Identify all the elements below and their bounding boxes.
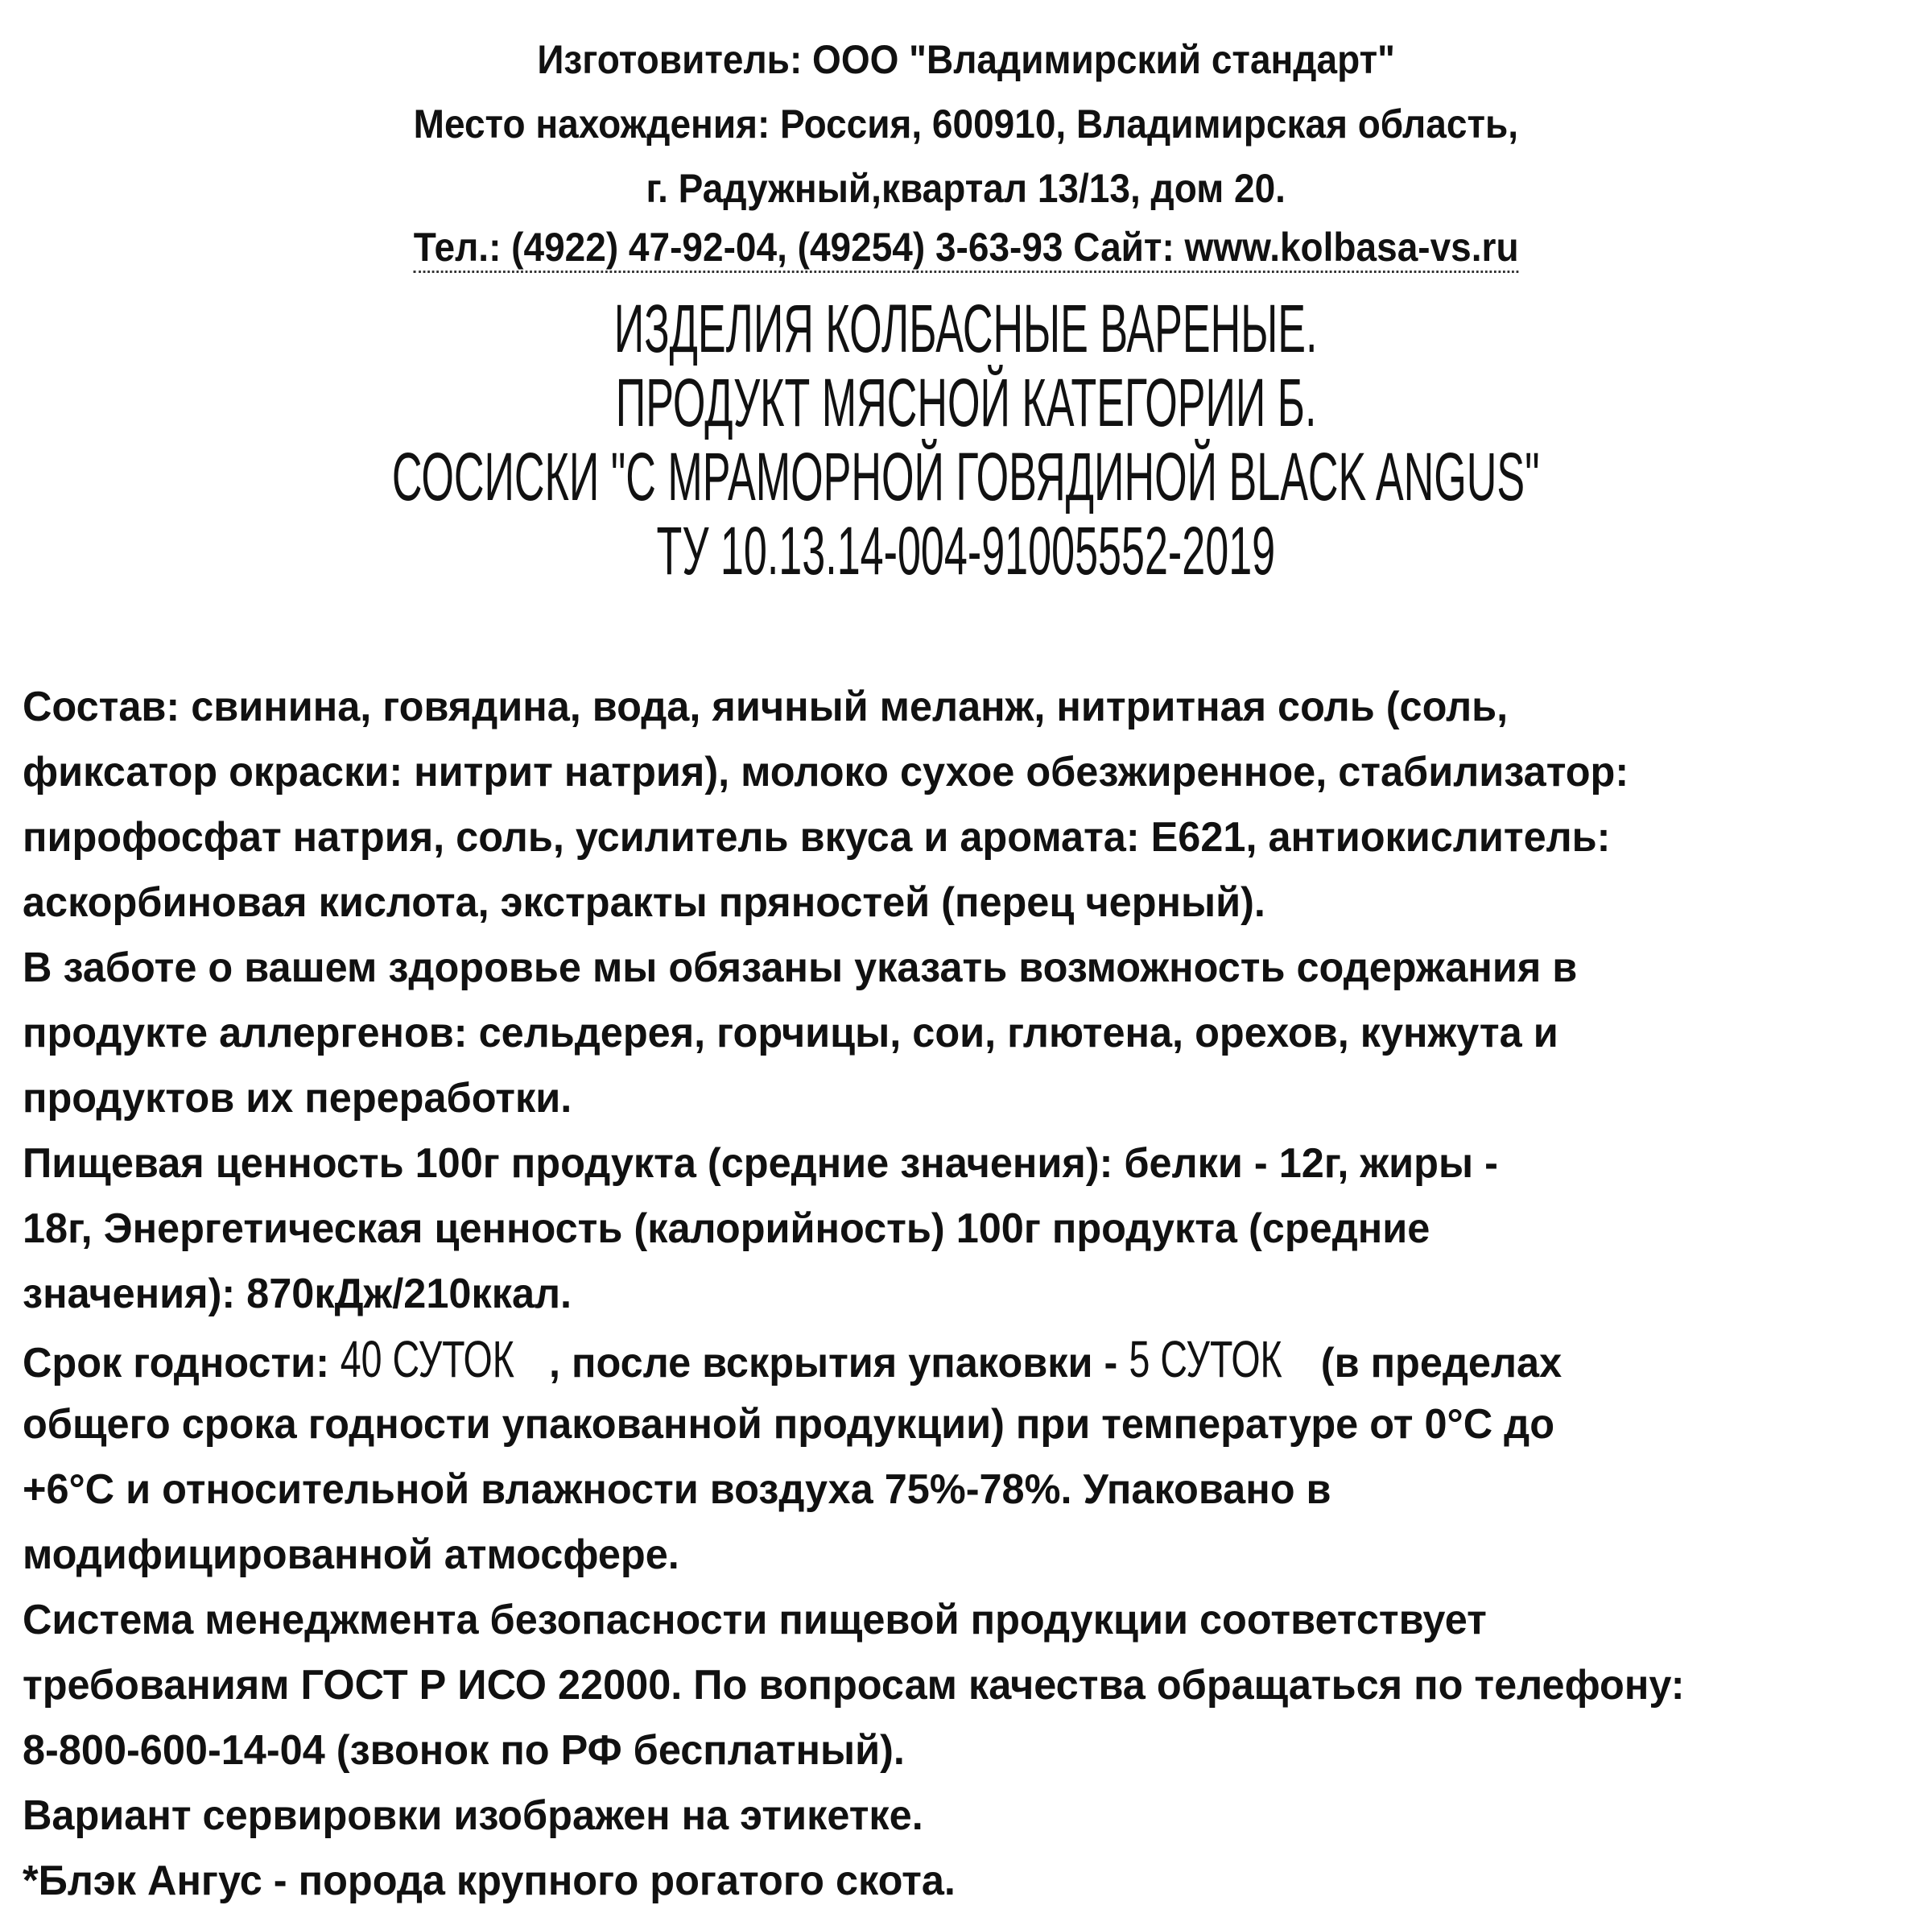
composition-label: Состав:: [23, 684, 180, 730]
nutrition-line: Пищевая ценность 100г продукта (средние значения): белки - 12г, жиры -: [23, 1140, 1498, 1187]
quality-line: требованиям ГОСТ Р ИСО 22000. По вопросам качества обращаться по телефону:: [23, 1662, 1685, 1709]
contacts-line: Тел.: (4922) 47-92-04, (49254) 3-63-93 Сайт: www.kolbasa-vs.ru: [0, 224, 1932, 273]
composition-line: фиксатор окраски: нитрит натрия), молоко сухое обезжиренное, стабилизатор:: [23, 749, 1629, 796]
shelf-life-line: [23, 1327, 1922, 1392]
location-line: Место нахождения: Россия, 600910, Владимирская область,: [413, 101, 1519, 147]
nutrition-line: 18г, Энергетическая ценность (калорийность) 100г продукта (средние: [23, 1205, 1430, 1252]
allergen-line: В заботе о вашем здоровье мы обязаны указать возможность содержания в: [23, 944, 1578, 991]
quality-line: Система менеджмента безопасности пищевой продукции соответствует: [23, 1597, 1487, 1643]
footnote: *Блэк Ангус - порода крупного рогатого скота.: [23, 1858, 956, 1904]
shelf-life-label: Срок годности:: [23, 1340, 329, 1387]
address-line: г. Радужный,квартал 13/13, дом 20.: [646, 166, 1286, 211]
shelf-life-days: 40 СУТОК: [341, 1330, 515, 1388]
composition-line: аскорбиновая кислота, экстракты пряностей (перец черный).: [23, 879, 1265, 926]
label-body: [23, 675, 1922, 1914]
allergen-line: продукте аллергенов: сельдерея, горчицы, сои, глютена, орехов, кунжута и: [23, 1010, 1558, 1056]
shelf-life-line: общего срока годности упакованной продукции) при температуре от 0°С до: [23, 1401, 1555, 1448]
nutrition-line: значения): 870кДж/210ккал.: [23, 1271, 572, 1317]
shelf-life-line: +6°С и относительной влажности воздуха 75%-78%. Упаковано в: [23, 1466, 1331, 1513]
after-open-days: 5 СУТОК: [1129, 1330, 1282, 1388]
manufacturer-line: Изготовитель: ООО "Владимирский стандарт": [537, 37, 1395, 82]
composition-line: [23, 675, 1922, 740]
shelf-life-rest: (в пределах: [1309, 1340, 1563, 1387]
product-name: СОСИСКИ "С МРАМОРНОЙ ГОВЯДИНОЙ BLACK ANGUS": [392, 439, 1540, 515]
product-category: ПРОДУКТ МЯСНОЙ КАТЕГОРИИ Б.: [615, 365, 1317, 440]
standard-code: ТУ 10.13.14-004-91005552-2019: [656, 513, 1276, 589]
shelf-life-line: модифицированной атмосфере.: [23, 1531, 679, 1578]
serving-note: Вариант сервировки изображен на этикетке.: [23, 1792, 923, 1839]
quality-line: 8-800-600-14-04 (звонок по РФ бесплатный).: [23, 1727, 905, 1774]
allergen-line: продуктов их переработки.: [23, 1075, 572, 1122]
composition-text: свинина, говядина, вода, яичный меланж, нитритная соль (соль,: [180, 684, 1509, 730]
product-type: ИЗДЕЛИЯ КОЛБАСНЫЕ ВАРЕНЫЕ.: [614, 291, 1318, 366]
composition-line: пирофосфат натрия, соль, усилитель вкуса и аромата: Е621, антиокислитель:: [23, 814, 1611, 861]
after-open-text: , после вскрытия упаковки -: [549, 1340, 1129, 1387]
